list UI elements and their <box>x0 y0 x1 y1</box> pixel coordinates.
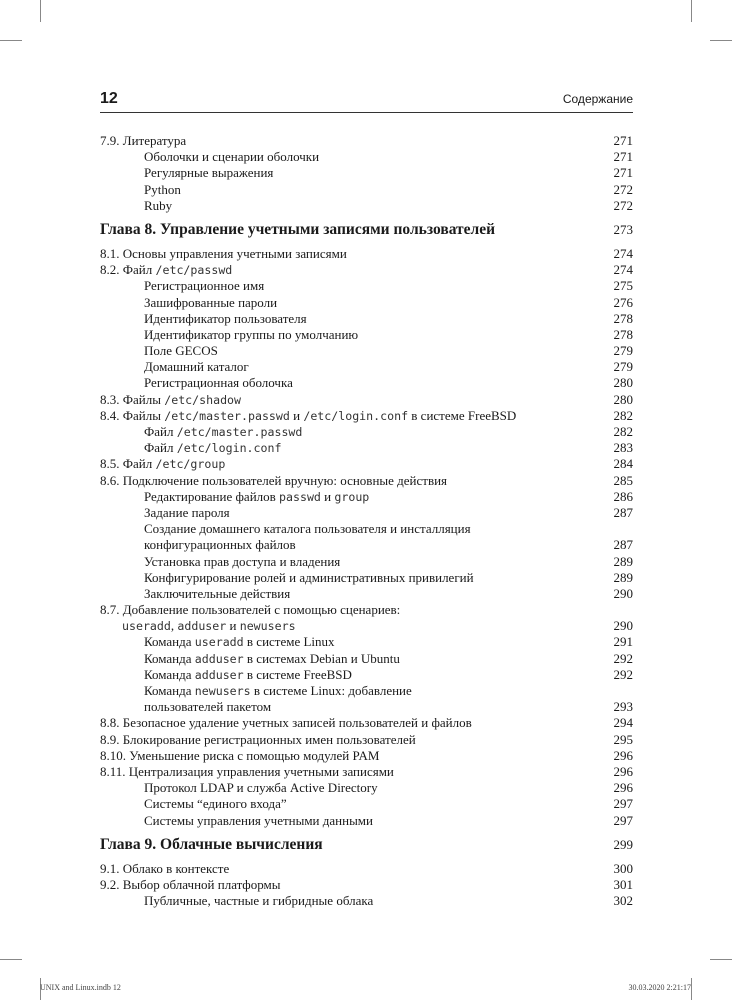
toc-code-fragment: /etc/passwd <box>155 263 233 278</box>
toc-subsection-entry <box>100 521 633 537</box>
toc-section-entry <box>100 602 633 618</box>
toc-text-fragment: Заключительные действия <box>144 585 291 601</box>
toc-text-fragment: 8.6. Подключение пользователей вручную: основные действия <box>100 472 448 488</box>
toc-page-number: 275 <box>613 278 633 294</box>
toc-text-fragment: 8.8. Безопасное удаление учетных записей пользователей и файлов <box>100 715 472 731</box>
toc-page-number: 285 <box>613 472 633 488</box>
toc-page-number: 280 <box>613 375 633 391</box>
toc-section-entry <box>100 262 633 278</box>
toc-text-fragment: и <box>289 407 304 423</box>
toc-code-fragment: /etc/group <box>155 457 226 472</box>
toc-text-fragment: , <box>170 618 178 634</box>
toc-subsection-entry <box>100 699 633 715</box>
toc-subsection-entry <box>100 683 633 699</box>
toc-entry-title <box>100 343 593 359</box>
toc-entry-title <box>100 602 593 618</box>
toc-code-fragment: /etc/shadow <box>164 392 242 407</box>
toc-entry-title <box>100 537 593 553</box>
toc-page-number: 274 <box>613 245 633 261</box>
toc-page-number: 299 <box>613 836 633 852</box>
toc-entry-title <box>100 699 593 715</box>
toc-entry-title <box>100 813 593 829</box>
toc-entry-title <box>100 392 593 408</box>
toc-text-fragment: Команда <box>144 683 195 698</box>
toc-entry-title <box>100 732 593 748</box>
toc-code-fragment: /etc/master.passwd <box>164 408 290 423</box>
toc-section-entry <box>100 133 633 149</box>
toc-entry-title <box>100 262 593 278</box>
toc-text-fragment: Установка прав доступа и владения <box>144 553 341 569</box>
toc-page-number: 297 <box>613 812 633 828</box>
toc-entry-title <box>100 440 593 456</box>
toc-entry-title <box>100 408 593 424</box>
toc-subsection-entry <box>100 489 633 505</box>
toc-text-fragment: Файл <box>144 424 177 439</box>
toc-page-number: 292 <box>613 650 633 666</box>
toc-text-fragment: Команда <box>144 634 195 650</box>
toc-text-fragment: и <box>226 618 240 634</box>
toc-text-fragment: Идентификатор группы по умолчанию <box>144 326 359 342</box>
crop-mark <box>40 0 41 22</box>
footer-timestamp: 30.03.2020 2:21:17 <box>628 983 691 992</box>
toc-page-number: 274 <box>613 262 633 278</box>
toc-section-entry <box>100 748 633 764</box>
table-of-contents <box>100 133 633 909</box>
toc-subsection-entry <box>100 505 633 521</box>
toc-code-fragment: adduser <box>194 651 244 666</box>
toc-page-number: 272 <box>613 197 633 213</box>
toc-entry-title <box>100 570 593 586</box>
toc-text-fragment: 8.11. Централизация управления учетными записями <box>100 763 394 779</box>
toc-text-fragment: 9.1. Облако в контексте <box>100 860 230 876</box>
toc-entry-title <box>100 780 593 796</box>
crop-mark <box>691 0 692 22</box>
toc-page-number: 295 <box>613 731 633 747</box>
toc-page-number: 271 <box>613 149 633 165</box>
toc-page-number: 290 <box>613 585 633 601</box>
toc-page-number: 278 <box>613 326 633 342</box>
footer-file-label: UNIX and Linux.indb 12 <box>40 983 121 992</box>
toc-text-fragment: Редактирование файлов <box>144 488 280 504</box>
toc-text-fragment: Идентификатор пользователя <box>144 310 307 326</box>
toc-page-number: 291 <box>613 634 633 650</box>
toc-page-number: 276 <box>613 294 633 310</box>
toc-section-entry <box>100 473 633 489</box>
page-number: 12 <box>100 90 118 107</box>
toc-subsection-entry <box>100 586 633 602</box>
toc-subsection-entry <box>100 440 633 456</box>
toc-text-fragment: Задание пароля <box>144 504 230 520</box>
toc-entry-title <box>100 877 593 893</box>
running-header <box>100 90 633 110</box>
toc-text-fragment: в системе Linux <box>243 634 335 650</box>
toc-code-fragment: /etc/master.passwd <box>176 425 303 439</box>
toc-entry-title <box>100 456 593 472</box>
toc-text-fragment: Ruby <box>144 197 173 213</box>
toc-text-fragment: Протокол LDAP и служба Active Directory <box>144 780 378 796</box>
toc-subsection-entry <box>100 537 633 553</box>
toc-text-fragment: и <box>320 488 335 504</box>
toc-text-fragment: Зашифрованные пароли <box>144 294 278 310</box>
toc-subsection-entry <box>100 651 633 667</box>
toc-page-number: 283 <box>613 440 633 456</box>
toc-page-number: 271 <box>613 133 633 148</box>
toc-page-number: 289 <box>613 569 633 585</box>
toc-page-number: 286 <box>613 488 633 504</box>
crop-mark <box>0 40 22 41</box>
toc-subsection-entry <box>100 343 633 359</box>
toc-chapter-entry <box>100 217 633 243</box>
toc-text-fragment: 9.2. Выбор облачной платформы <box>100 876 281 892</box>
toc-text-fragment: 8.1. Основы управления учетными записями <box>100 245 347 261</box>
toc-text-fragment: Глава 9. Облачные вычисления <box>100 835 323 853</box>
toc-page-number: 282 <box>613 407 633 423</box>
toc-page-number: 296 <box>613 780 633 796</box>
toc-text-fragment: Домашний каталог <box>144 359 249 375</box>
toc-code-fragment: adduser <box>194 667 244 682</box>
toc-code-fragment: /etc/login.conf <box>176 441 282 456</box>
toc-text-fragment: Регулярные выражения <box>144 165 274 181</box>
toc-entry-title <box>100 375 593 391</box>
toc-entry-title <box>100 133 593 149</box>
toc-entry-title <box>100 748 593 764</box>
toc-subsection-entry <box>100 618 633 634</box>
crop-mark <box>710 959 732 960</box>
toc-subsection-entry <box>100 311 633 327</box>
toc-text-fragment: Команда <box>144 650 195 666</box>
toc-page-number: 290 <box>613 618 633 634</box>
toc-entry-title <box>100 683 593 699</box>
toc-text-fragment: Создание домашнего каталога пользователя и инсталляция <box>144 521 471 537</box>
toc-text-fragment: Системы “единого входа” <box>144 796 287 812</box>
toc-page-number: 289 <box>613 553 633 569</box>
toc-code-fragment: passwd <box>279 489 321 504</box>
crop-mark <box>691 978 692 1000</box>
toc-subsection-entry <box>100 570 633 586</box>
toc-text-fragment: 8.7. Добавление пользователей с помощью сценариев: <box>100 602 401 618</box>
toc-page-number: 293 <box>613 699 633 715</box>
toc-page-number: 297 <box>613 796 633 812</box>
toc-text-fragment: Поле GECOS <box>144 343 218 359</box>
toc-code-fragment: newusers <box>194 684 251 698</box>
toc-text-fragment: 8.2. Файл <box>100 262 156 278</box>
toc-entry-title <box>100 149 593 165</box>
toc-subsection-entry <box>100 198 633 214</box>
toc-code-fragment: newusers <box>239 619 296 634</box>
toc-text-fragment: 8.4. Файлы <box>100 407 165 423</box>
toc-entry-title <box>100 832 593 858</box>
toc-section-entry <box>100 861 633 877</box>
toc-subsection-entry <box>100 295 633 311</box>
toc-entry-title <box>100 586 593 602</box>
toc-code-fragment: useradd <box>122 619 171 634</box>
toc-section-entry <box>100 456 633 472</box>
toc-entry-title <box>100 505 593 521</box>
toc-text-fragment: Файл <box>144 440 177 456</box>
toc-text-fragment: Конфигурирование ролей и административных привилегий <box>144 569 474 585</box>
toc-text-fragment: Регистрационное имя <box>144 278 265 294</box>
toc-code-fragment: adduser <box>177 619 227 634</box>
toc-subsection-entry <box>100 796 633 812</box>
toc-text-fragment: 8.10. Уменьшение риска с помощью модулей PAM <box>100 747 380 763</box>
toc-entry-title <box>100 473 593 489</box>
header-rule <box>100 112 633 113</box>
toc-text-fragment: 8.9. Блокирование регистрационных имен пользователей <box>100 731 416 747</box>
toc-entry-title <box>100 359 593 375</box>
crop-mark <box>710 40 732 41</box>
toc-page-number: 278 <box>613 310 633 326</box>
toc-page-number: 271 <box>613 165 633 181</box>
toc-entry-title <box>100 217 593 243</box>
toc-text-fragment: в системе FreeBSD <box>408 407 517 423</box>
toc-subsection-entry <box>100 780 633 796</box>
toc-subsection-entry <box>100 359 633 375</box>
toc-page-number: 279 <box>613 359 633 375</box>
toc-text-fragment: пользователей пакетом <box>144 699 272 715</box>
toc-section-entry <box>100 392 633 408</box>
toc-page-number: 279 <box>613 343 633 359</box>
toc-section-entry <box>100 715 633 731</box>
toc-page-number: 272 <box>613 181 633 197</box>
toc-page-number: 280 <box>613 391 633 407</box>
toc-entry-title <box>100 489 593 505</box>
toc-subsection-entry <box>100 634 633 650</box>
toc-text-fragment: 8.5. Файл <box>100 456 156 472</box>
toc-text-fragment: конфигурационных файлов <box>144 537 296 553</box>
toc-text-fragment: Команда <box>144 666 195 682</box>
toc-page-number: 282 <box>613 424 633 439</box>
toc-page-number: 294 <box>613 715 633 731</box>
toc-entry-title <box>100 764 593 780</box>
toc-text-fragment: 7.9. Литература <box>100 133 187 148</box>
toc-page-number: 287 <box>613 537 633 553</box>
running-title: Содержание <box>562 92 633 106</box>
toc-section-entry <box>100 246 633 262</box>
toc-text-fragment: Регистрационная оболочка <box>144 375 293 391</box>
toc-subsection-entry <box>100 424 633 440</box>
toc-text-fragment: в системе FreeBSD <box>243 666 352 682</box>
toc-text-fragment: 8.3. Файлы <box>100 391 165 407</box>
crop-mark <box>0 959 22 960</box>
toc-code-fragment: group <box>334 489 370 504</box>
toc-entry-title <box>100 424 593 440</box>
toc-entry-title <box>100 327 593 343</box>
toc-entry-title <box>100 165 593 181</box>
toc-text-fragment: Публичные, частные и гибридные облака <box>144 893 374 909</box>
toc-subsection-entry <box>100 667 633 683</box>
toc-entry-title <box>100 618 593 634</box>
toc-page-number: 302 <box>613 893 633 909</box>
toc-subsection-entry <box>100 327 633 343</box>
toc-page-number: 273 <box>613 221 633 237</box>
toc-page-number: 296 <box>613 747 633 763</box>
toc-entry-title <box>100 651 593 667</box>
toc-code-fragment: /etc/login.conf <box>303 408 409 423</box>
toc-code-fragment: useradd <box>194 635 244 650</box>
toc-entry-title <box>100 796 593 812</box>
toc-entry-title <box>100 311 593 327</box>
toc-entry-title <box>100 715 593 731</box>
toc-entry-title <box>100 521 593 537</box>
toc-entry-title <box>100 246 593 262</box>
toc-entry-title <box>100 295 593 311</box>
toc-entry-title <box>100 893 593 909</box>
toc-text-fragment: Оболочки и сценарии оболочки <box>144 149 320 165</box>
toc-section-entry <box>100 764 633 780</box>
toc-text-fragment: Системы управления учетными данными <box>144 812 373 828</box>
toc-text-fragment: в системе Linux: добавление <box>250 683 412 698</box>
toc-page-number: 284 <box>613 456 633 472</box>
toc-subsection-entry <box>100 554 633 570</box>
toc-section-entry <box>100 732 633 748</box>
toc-subsection-entry <box>100 813 633 829</box>
toc-subsection-entry <box>100 165 633 181</box>
toc-page-number: 292 <box>613 666 633 682</box>
toc-entry-title <box>100 554 593 570</box>
toc-text-fragment: в системах Debian и Ubuntu <box>243 650 400 666</box>
toc-entry-title <box>100 861 593 877</box>
toc-section-entry <box>100 408 633 424</box>
toc-text-fragment: Глава 8. Управление учетными записями пользователей <box>100 220 496 238</box>
toc-subsection-entry <box>100 278 633 294</box>
toc-subsection-entry <box>100 893 633 909</box>
toc-entry-title <box>100 667 593 683</box>
toc-page-number: 287 <box>613 504 633 520</box>
toc-entry-title <box>100 182 593 198</box>
toc-page-number: 300 <box>613 860 633 876</box>
toc-page-number: 301 <box>613 876 633 892</box>
toc-entry-title <box>100 634 593 650</box>
toc-section-entry <box>100 877 633 893</box>
toc-entry-title <box>100 278 593 294</box>
toc-entry-title <box>100 198 593 214</box>
toc-text-fragment: Python <box>144 181 181 197</box>
toc-subsection-entry <box>100 375 633 391</box>
toc-subsection-entry <box>100 182 633 198</box>
toc-subsection-entry <box>100 149 633 165</box>
toc-page-number: 296 <box>613 763 633 779</box>
toc-chapter-entry <box>100 832 633 858</box>
